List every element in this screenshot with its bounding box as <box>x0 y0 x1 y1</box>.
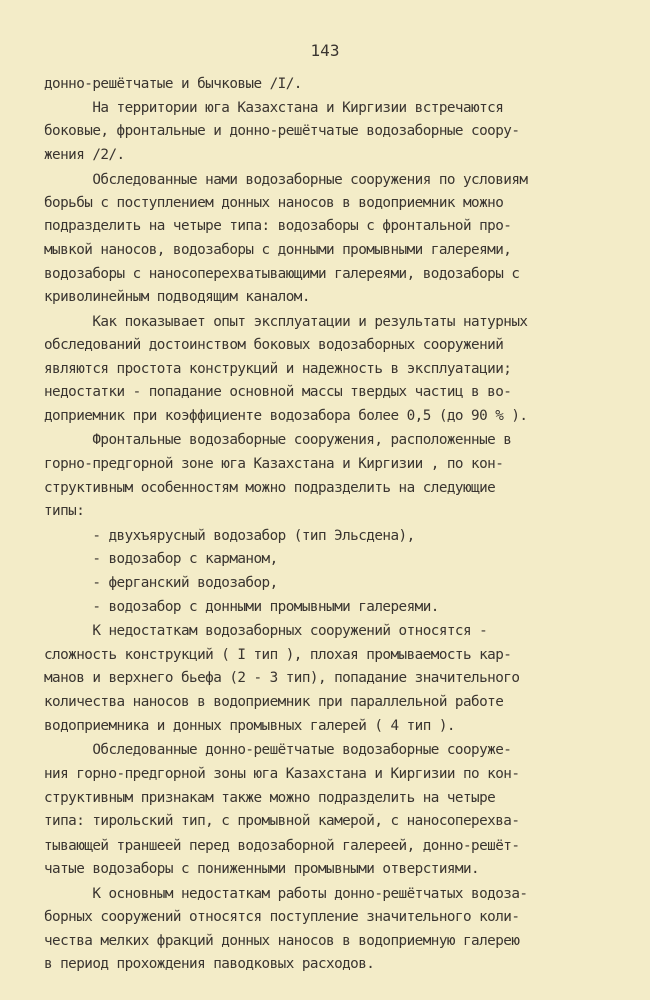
text-line: подразделить на четыре типа: водозаборы с фронтальной про- <box>44 218 512 234</box>
text-line: - водозабор с карманом, <box>44 551 278 567</box>
text-line: чества мелких фракций донных наносов в водоприемную галерею <box>44 933 520 949</box>
text-line: структивным особенностям можно подразделить на следующие <box>44 480 496 496</box>
text-line: боковые, фронтальные и донно-решётчатые водозаборные соору- <box>44 123 520 139</box>
text-line: водозаборы с наносоперехватывающими галереями, водозаборы с <box>44 266 520 282</box>
text-line: - ферганский водозабор, <box>44 575 278 591</box>
text-line: чатые водозаборы с пониженными промывными отверстиями. <box>44 861 480 877</box>
text-line: - двухъярусный водозабор (тип Эльсдена), <box>44 528 415 544</box>
text-line: борьбы с поступлением донных наносов в водоприемник можно <box>44 195 504 211</box>
text-line: являются простота конструкций и надежность в эксплуатации; <box>44 361 512 377</box>
text-line: К недостаткам водозаборных сооружений относятся - <box>44 623 488 639</box>
text-line: горно-предгорной зоне юга Казахстана и Киргизии , по кон- <box>44 456 504 472</box>
text-line: На территории юга Казахстана и Киргизии встречаются <box>44 100 504 116</box>
text-line: криволинейным подводящим каналом. <box>44 289 310 305</box>
text-line: - водозабор с донными промывными галереями. <box>44 599 439 615</box>
text-line: сложность конструкций ( I тип ), плохая промываемость кар- <box>44 647 512 663</box>
text-line: структивным признакам также можно подразделить на четыре <box>44 790 496 806</box>
text-line: обследований достоинством боковых водозаборных сооружений <box>44 337 504 353</box>
text-line: типы: <box>44 503 85 519</box>
text-line: Фронтальные водозаборные сооружения, расположенные в <box>44 432 512 448</box>
text-line: недостатки - попадание основной массы твердых частиц в во- <box>44 384 512 400</box>
text-line: тывающей траншеей перед водозаборной галереей, донно-решёт- <box>44 838 520 854</box>
page-number: 143 <box>310 41 340 60</box>
text-line: типа: тирольский тип, с промывной камерой, с наносоперехва- <box>44 813 520 829</box>
text-line: Обследованные нами водозаборные сооружения по условиям <box>44 172 528 188</box>
text-line: мывкой наносов, водозаборы с донными промывными галереями, <box>44 242 512 258</box>
text-line: донно-решётчатые и бычковые /I/. <box>44 76 302 92</box>
text-line: доприемник при коэффициенте водозабора более 0,5 (до 90 % ). <box>44 408 528 424</box>
text-line: жения /2/. <box>44 147 125 163</box>
text-line: в период прохождения паводковых расходов. <box>44 956 375 972</box>
text-line: манов и верхнего бьефа (2 - 3 тип), попадание значительного <box>44 670 520 686</box>
text-line: Как показывает опыт эксплуатации и результаты натурных <box>44 314 528 330</box>
text-line: количества наносов в водоприемник при параллельной работе <box>44 694 504 710</box>
text-line: ния горно-предгорной зоны юга Казахстана и Киргизии по кон- <box>44 766 520 782</box>
text-line: Обследованные донно-решётчатые водозаборные сооруже- <box>44 742 512 758</box>
text-line: водоприемника и донных промывных галерей ( 4 тип ). <box>44 718 455 734</box>
text-line: К основным недостаткам работы донно-решётчатых водоза- <box>44 886 528 902</box>
text-line: борных сооружений относятся поступление значительного коли- <box>44 909 520 925</box>
